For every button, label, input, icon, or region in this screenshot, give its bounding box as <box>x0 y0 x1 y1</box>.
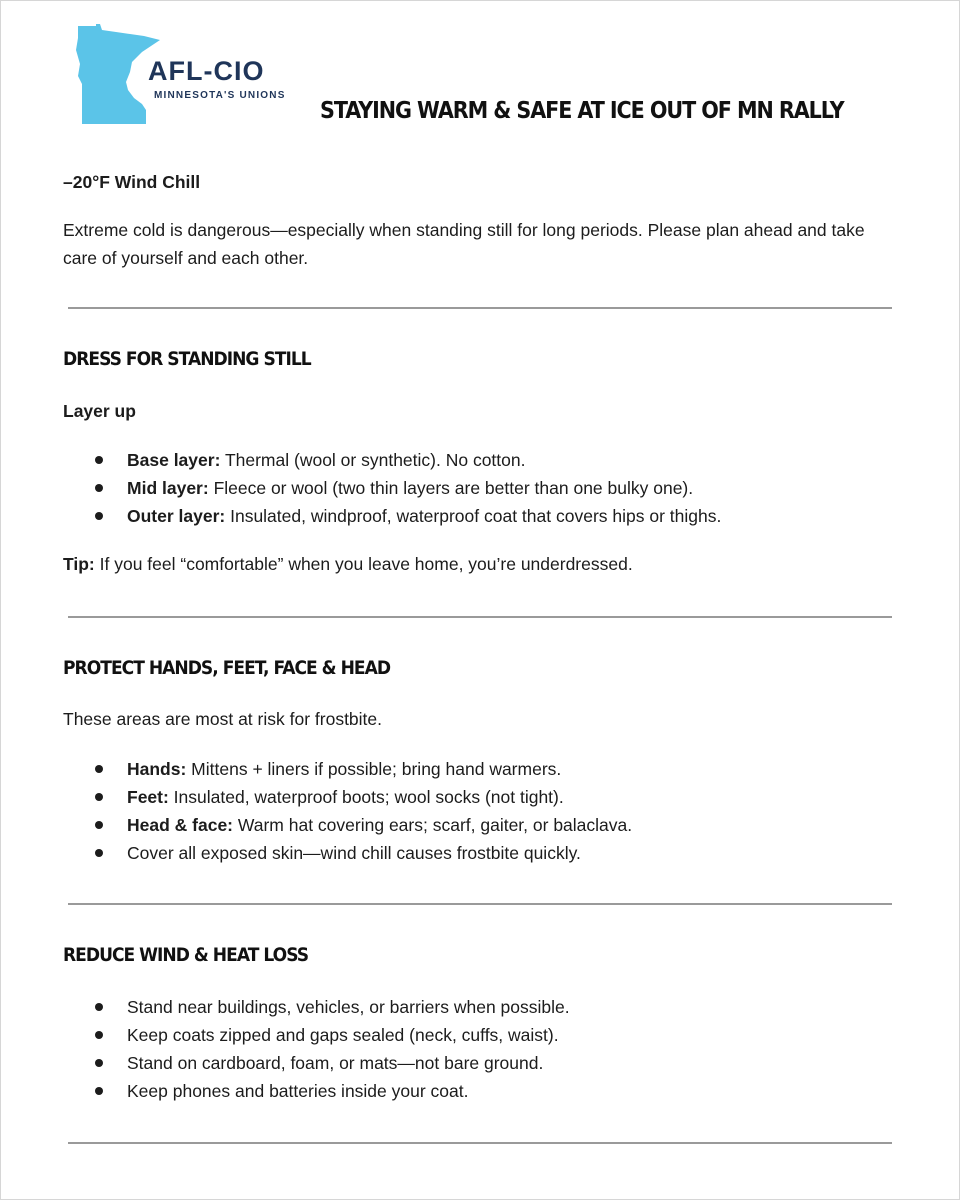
bullet-icon <box>95 793 103 801</box>
dress-list <box>95 446 895 530</box>
list-item: Base layer: Thermal (wool or synthetic). No cotton. <box>95 446 895 474</box>
bullet-icon <box>95 1087 103 1095</box>
divider <box>68 1142 892 1144</box>
intro-section <box>63 168 893 272</box>
tip-text: Tip: If you feel “comfortable” when you leave home, you’re underdressed. <box>63 554 633 574</box>
afl-cio-logo <box>74 24 304 124</box>
section-heading-wind: REDUCE WIND & HEAT LOSS <box>63 944 309 966</box>
protect-intro-wrap <box>63 705 893 733</box>
brand-subtitle: MINNESOTA'S UNIONS <box>154 90 286 101</box>
bullet-icon <box>95 456 103 464</box>
wind-list <box>95 993 895 1105</box>
bullet-icon <box>95 484 103 492</box>
bullet-icon <box>95 512 103 520</box>
bullet-icon <box>95 1059 103 1067</box>
section-heading-dress: DRESS FOR STANDING STILL <box>63 348 311 370</box>
tip-wrap <box>63 550 893 578</box>
protect-intro: These areas are most at risk for frostbite. <box>63 709 383 729</box>
list-item: Mid layer: Fleece or wool (two thin layers are better than one bulky one). <box>95 474 895 502</box>
bullet-icon <box>95 1003 103 1011</box>
list-item: Cover all exposed skin—wind chill causes frostbite quickly. <box>95 839 895 867</box>
brand-name: AFL-CIO <box>148 56 265 86</box>
divider <box>68 616 892 618</box>
list-item: Head & face: Warm hat covering ears; scarf, gaiter, or balaclava. <box>95 811 895 839</box>
divider <box>68 903 892 905</box>
list-item: Stand on cardboard, foam, or mats—not bare ground. <box>95 1049 895 1077</box>
bullet-icon <box>95 1031 103 1039</box>
protect-list <box>95 755 895 867</box>
list-item: Stand near buildings, vehicles, or barriers when possible. <box>95 993 895 1021</box>
list-item: Keep phones and batteries inside your coat. <box>95 1077 895 1105</box>
section-heading-protect: PROTECT HANDS, FEET, FACE & HEAD <box>63 657 391 679</box>
list-item: Keep coats zipped and gaps sealed (neck, cuffs, waist). <box>95 1021 895 1049</box>
divider <box>68 307 892 309</box>
bullet-icon <box>95 821 103 829</box>
list-item: Hands: Mittens + liners if possible; bring hand warmers. <box>95 755 895 783</box>
bullet-icon <box>95 765 103 773</box>
layer-up-subhead: Layer up <box>63 401 136 421</box>
bullet-icon <box>95 849 103 857</box>
list-item: Feet: Insulated, waterproof boots; wool socks (not tight). <box>95 783 895 811</box>
list-item: Outer layer: Insulated, windproof, waterproof coat that covers hips or thighs. <box>95 502 895 530</box>
intro-text: Extreme cold is dangerous—especially when standing still for long periods. Please plan ahead and take care of yourself and each other. <box>63 220 865 268</box>
layer-up-subhead-wrap <box>63 397 893 425</box>
page-title: STAYING WARM & SAFE AT ICE OUT OF MN RALLY <box>320 98 844 124</box>
wind-chill-subhead: –20°F Wind Chill <box>63 172 201 192</box>
